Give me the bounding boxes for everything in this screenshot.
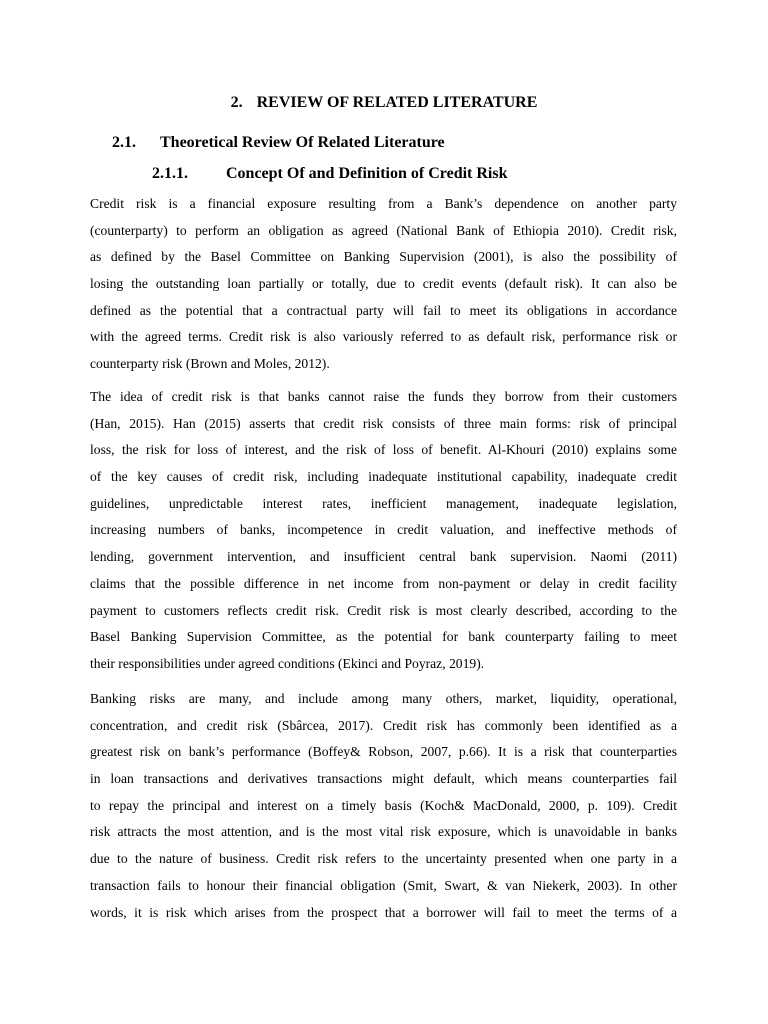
text-line: guidelines, unpredictable interest rates, inefficient management, inadequate legislation, (90, 495, 677, 511)
text-line: as defined by the Basel Committee on Banking Supervision (2001), is also the possibility of (90, 249, 677, 265)
section-number: 2. (230, 94, 243, 111)
subsection-number: 2.1. (112, 134, 136, 151)
subsubsection-heading (152, 162, 508, 186)
text-line: payment to customers reflects credit risk. Credit risk is most clearly described, according to the (90, 602, 677, 618)
text-line: loss, the risk for loss of interest, and the risk of loss of benefit. Al-Khouri (2010) explains some (90, 442, 677, 458)
text-line: words, it is risk which arises from the prospect that a borrower will fail to meet the terms of a (90, 904, 677, 920)
section-title: REVIEW OF RELATED LITERATURE (256, 94, 538, 111)
text-line: defined as the potential that a contractual party will fail to meet its obligations in accordance (90, 302, 677, 318)
paragraph-banking-risks (90, 686, 677, 926)
text-line: counterparty risk (Brown and Moles, 2012). (90, 356, 330, 372)
text-line: claims that the possible difference in net income from non-payment or delay in credit facility (90, 575, 677, 591)
text-line: lending, government intervention, and insufficient central bank supervision. Naomi (2011) (90, 549, 677, 565)
paragraph-credit-risk-causes (90, 384, 677, 678)
subsection-title: Theoretical Review Of Related Literature (160, 134, 445, 151)
section-heading (0, 91, 768, 115)
text-line: concentration, and credit risk (Sbârcea, 2017). Credit risk has commonly been identified as a (90, 717, 677, 733)
text-line: Banking risks are many, and include among many others, market, liquidity, operational, (90, 691, 677, 706)
paragraph-credit-risk-definition (90, 191, 677, 378)
text-line: due to the nature of business. Credit risk refers to the uncertainty presented when one party in a (90, 851, 677, 867)
subsection-heading (112, 131, 445, 155)
text-line: The idea of credit risk is that banks cannot raise the funds they borrow from their customers (90, 389, 677, 404)
text-line: to repay the principal and interest on a timely basis (Koch& MacDonald, 2000, p. 109). Credit (90, 797, 677, 813)
text-line: with the agreed terms. Credit risk is also variously referred to as default risk, performance risk or (90, 329, 677, 345)
text-line: risk attracts the most attention, and is the most vital risk exposure, which is unavoidable in banks (90, 824, 677, 840)
subsubsection-number: 2.1.1. (152, 165, 188, 182)
text-line: transaction fails to honour their financial obligation (Smit, Swart, & van Niekerk, 2003). In other (90, 877, 677, 893)
subsubsection-title: Concept Of and Definition of Credit Risk (226, 165, 508, 182)
text-line: losing the outstanding loan partially or totally, due to credit events (default risk). It can also be (90, 276, 677, 292)
text-line: in loan transactions and derivatives transactions might default, which means counterparties fail (90, 771, 677, 787)
text-line: of the key causes of credit risk, including inadequate institutional capability, inadequate credit (90, 469, 677, 485)
text-line: (counterparty) to perform an obligation as agreed (National Bank of Ethiopia 2010). Credit risk, (90, 222, 677, 238)
text-line: greatest risk on bank’s performance (Boffey& Robson, 2007, p.66). It is a risk that counterparties (90, 744, 677, 760)
text-line: Credit risk is a financial exposure resulting from a Bank’s dependence on another party (90, 196, 677, 211)
text-line: increasing numbers of banks, incompetence in credit valuation, and ineffective methods of (90, 522, 677, 538)
text-line: (Han, 2015). Han (2015) asserts that credit risk consists of three main forms: risk of principal (90, 415, 677, 431)
text-line: Basel Banking Supervision Committee, as the potential for bank counterparty failing to meet (90, 629, 677, 645)
text-line: their responsibilities under agreed conditions (Ekinci and Poyraz, 2019). (90, 655, 485, 671)
